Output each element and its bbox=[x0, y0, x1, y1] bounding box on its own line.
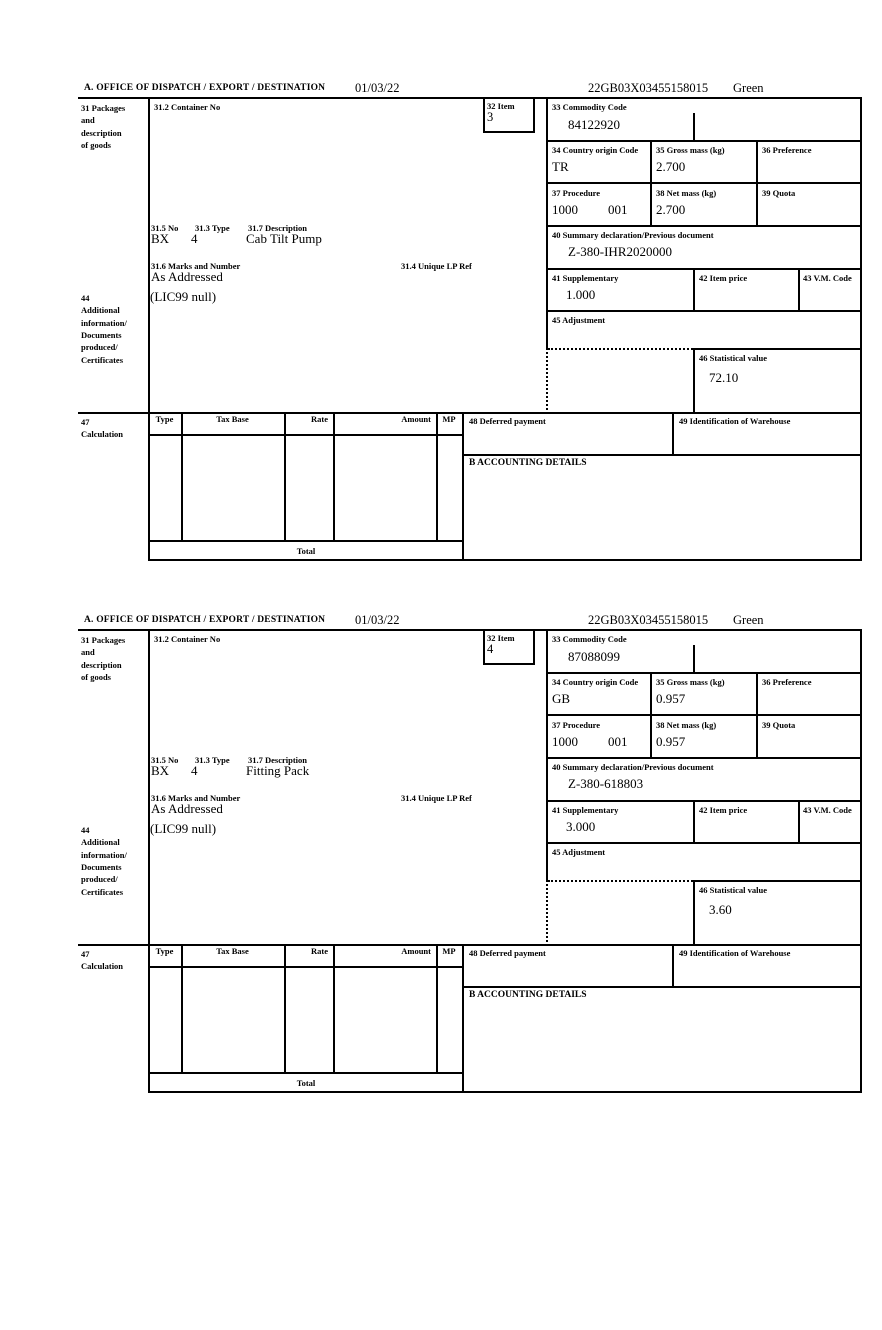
grid-line bbox=[533, 629, 535, 665]
grid-line bbox=[78, 97, 862, 99]
packages-no-label: 31.5 No bbox=[151, 223, 179, 233]
calc-col-tax-base: Tax Base bbox=[216, 946, 249, 956]
grid-line bbox=[333, 412, 335, 542]
grid-line bbox=[798, 268, 800, 312]
route-indicator: Green bbox=[733, 613, 764, 627]
grid-line bbox=[860, 629, 862, 1093]
previous-document-label: 40 Summary declaration/Previous document bbox=[552, 230, 714, 240]
grid-line bbox=[181, 944, 183, 1074]
calc-col-rate: Rate bbox=[311, 414, 328, 424]
description-value: Cab Tilt Pump bbox=[246, 231, 322, 246]
commodity-code-label: 33 Commodity Code bbox=[552, 634, 627, 644]
declaration-date: 01/03/22 bbox=[355, 613, 400, 627]
total-label: Total bbox=[296, 1078, 316, 1088]
declaration-reference: 22GB03X03455158015 bbox=[588, 613, 709, 627]
grid-line bbox=[693, 348, 862, 350]
grid-line bbox=[78, 629, 862, 631]
form-grid bbox=[78, 97, 862, 561]
deferred-payment-label: 48 Deferred payment bbox=[469, 416, 546, 426]
description-label: 31.7 Description bbox=[248, 223, 308, 233]
grid-line bbox=[546, 757, 862, 759]
grid-line bbox=[693, 800, 695, 844]
warehouse-id-label: 49 Identification of Warehouse bbox=[679, 948, 791, 958]
previous-document-value: Z-380-618803 bbox=[568, 776, 644, 791]
grid-line bbox=[546, 182, 862, 184]
grid-line bbox=[436, 944, 438, 1074]
calc-col-amount: Amount bbox=[401, 414, 431, 424]
page bbox=[0, 80, 882, 1330]
block-header bbox=[78, 612, 862, 629]
grid-line bbox=[148, 97, 150, 561]
declaration-reference: 22GB03X03455158015 bbox=[588, 81, 709, 95]
marks-label: 31.6 Marks and Number bbox=[151, 793, 241, 803]
grid-line bbox=[483, 131, 535, 133]
grid-line bbox=[483, 663, 535, 665]
net-mass-value: 0.957 bbox=[656, 734, 686, 749]
packages-type-label: 31.3 Type bbox=[195, 223, 230, 233]
procedure-label: 37 Procedure bbox=[552, 188, 601, 198]
declaration-item-block bbox=[78, 612, 862, 1093]
calc-col-type: Type bbox=[155, 414, 174, 424]
grid-line bbox=[693, 348, 695, 412]
procedure-value: 1000 bbox=[552, 202, 578, 217]
route-indicator: Green bbox=[733, 81, 764, 95]
grid-line bbox=[693, 880, 695, 944]
grid-line bbox=[181, 412, 183, 542]
grid-line bbox=[798, 800, 800, 844]
form-grid bbox=[78, 629, 862, 1093]
quota-label: 39 Quota bbox=[762, 188, 796, 198]
supplementary-label: 41 Supplementary bbox=[552, 805, 619, 815]
grid-line bbox=[693, 880, 862, 882]
office-of-dispatch-label: A. OFFICE OF DISPATCH / EXPORT / DESTINATION bbox=[84, 83, 326, 93]
grid-line-dotted bbox=[548, 348, 693, 350]
gross-mass-label: 35 Gross mass (kg) bbox=[656, 677, 725, 687]
grid-line bbox=[284, 944, 286, 1074]
net-mass-value: 2.700 bbox=[656, 202, 686, 217]
container-no-label: 31.2 Container No bbox=[154, 102, 221, 112]
calc-col-amount: Amount bbox=[401, 946, 431, 956]
box44-label: 44 Additional information/ Documents produced/ Certificates bbox=[81, 293, 127, 365]
calc-col-mp: MP bbox=[442, 946, 456, 956]
packages-no-label: 31.5 No bbox=[151, 755, 179, 765]
statistical-value: 3.60 bbox=[709, 902, 732, 917]
accounting-details-label: B ACCOUNTING DETAILS bbox=[469, 990, 587, 1000]
grid-line bbox=[693, 113, 695, 140]
grid-line bbox=[462, 986, 862, 988]
container-no-label: 31.2 Container No bbox=[154, 634, 221, 644]
gross-mass-value: 0.957 bbox=[656, 691, 686, 706]
accounting-details-label: B ACCOUNTING DETAILS bbox=[469, 458, 587, 468]
grid-line bbox=[546, 800, 862, 802]
item-number-label: 32 Item bbox=[487, 101, 515, 111]
statistical-value: 72.10 bbox=[709, 370, 739, 385]
grid-line bbox=[546, 672, 862, 674]
grid-line bbox=[533, 97, 535, 133]
grid-line bbox=[483, 97, 485, 133]
packages-type-value: 4 bbox=[191, 763, 198, 778]
grid-line bbox=[148, 629, 150, 1093]
packages-no-value: BX bbox=[151, 763, 170, 778]
packages-type-label: 31.3 Type bbox=[195, 755, 230, 765]
grid-line bbox=[693, 268, 695, 312]
grid-line bbox=[546, 310, 862, 312]
grid-line bbox=[148, 1091, 862, 1093]
unique-lp-ref-label: 31.4 Unique LP Ref bbox=[401, 793, 472, 803]
grid-line bbox=[462, 454, 862, 456]
box44-label: 44 Additional information/ Documents produced/ Certificates bbox=[81, 825, 127, 897]
item-number-label: 32 Item bbox=[487, 633, 515, 643]
declaration-item-block bbox=[78, 80, 862, 561]
previous-document-label: 40 Summary declaration/Previous document bbox=[552, 762, 714, 772]
grid-line bbox=[333, 944, 335, 1074]
procedure-qualifier-value: 001 bbox=[608, 734, 628, 749]
country-origin-label: 34 Country origin Code bbox=[552, 145, 639, 155]
packages-type-value: 4 bbox=[191, 231, 198, 246]
vm-code-label: 43 V.M. Code bbox=[803, 273, 852, 283]
item-price-label: 42 Item price bbox=[699, 273, 748, 283]
grid-line-dotted bbox=[546, 348, 548, 410]
marks-value: As Addressed bbox=[151, 269, 223, 284]
gross-mass-label: 35 Gross mass (kg) bbox=[656, 145, 725, 155]
grid-line-dotted bbox=[548, 880, 693, 882]
grid-line bbox=[148, 966, 464, 968]
grid-line bbox=[436, 412, 438, 542]
vm-code-label: 43 V.M. Code bbox=[803, 805, 852, 815]
marks-value: As Addressed bbox=[151, 801, 223, 816]
procedure-qualifier-value: 001 bbox=[608, 202, 628, 217]
declaration-date: 01/03/22 bbox=[355, 81, 400, 95]
net-mass-label: 38 Net mass (kg) bbox=[656, 720, 717, 730]
grid-line bbox=[462, 412, 464, 561]
grid-line bbox=[546, 268, 862, 270]
item-number-value: 3 bbox=[487, 110, 494, 124]
grid-line bbox=[148, 540, 464, 542]
country-origin-value: GB bbox=[552, 691, 571, 706]
preference-label: 36 Preference bbox=[762, 145, 812, 155]
calc-col-rate: Rate bbox=[311, 946, 328, 956]
item-price-label: 42 Item price bbox=[699, 805, 748, 815]
statistical-value-label: 46 Statistical value bbox=[699, 885, 767, 895]
grid-line bbox=[860, 97, 862, 561]
grid-line bbox=[148, 434, 464, 436]
grid-line bbox=[148, 1072, 464, 1074]
grid-line bbox=[483, 629, 485, 665]
grid-line-dotted bbox=[546, 880, 548, 942]
additional-information-value: (LIC99 null) bbox=[150, 821, 217, 836]
marks-label: 31.6 Marks and Number bbox=[151, 261, 241, 271]
commodity-code-value: 87088099 bbox=[568, 649, 620, 664]
calc-col-type: Type bbox=[155, 946, 174, 956]
grid-line bbox=[672, 412, 674, 456]
description-label: 31.7 Description bbox=[248, 755, 308, 765]
additional-information-value: (LIC99 null) bbox=[150, 289, 217, 304]
statistical-value-label: 46 Statistical value bbox=[699, 353, 767, 363]
adjustment-label: 45 Adjustment bbox=[552, 847, 606, 857]
item-number-value: 4 bbox=[487, 642, 494, 656]
supplementary-value: 1.000 bbox=[566, 287, 596, 302]
adjustment-label: 45 Adjustment bbox=[552, 315, 606, 325]
commodity-code-label: 33 Commodity Code bbox=[552, 102, 627, 112]
commodity-code-value: 84122920 bbox=[568, 117, 620, 132]
grid-line bbox=[672, 944, 674, 988]
calc-col-tax-base: Tax Base bbox=[216, 414, 249, 424]
grid-line bbox=[284, 412, 286, 542]
grid-line bbox=[546, 140, 862, 142]
box31-label: 31 Packages and description of goods bbox=[81, 103, 126, 150]
calc-col-mp: MP bbox=[442, 414, 456, 424]
procedure-label: 37 Procedure bbox=[552, 720, 601, 730]
box47-label: 47 Calculation bbox=[81, 949, 124, 972]
supplementary-label: 41 Supplementary bbox=[552, 273, 619, 283]
country-origin-label: 34 Country origin Code bbox=[552, 677, 639, 687]
grid-line bbox=[693, 645, 695, 672]
grid-line bbox=[546, 842, 862, 844]
country-origin-value: TR bbox=[552, 159, 569, 174]
box31-label: 31 Packages and description of goods bbox=[81, 635, 126, 682]
description-value: Fitting Pack bbox=[246, 763, 310, 778]
grid-line bbox=[546, 225, 862, 227]
deferred-payment-label: 48 Deferred payment bbox=[469, 948, 546, 958]
warehouse-id-label: 49 Identification of Warehouse bbox=[679, 416, 791, 426]
packages-no-value: BX bbox=[151, 231, 170, 246]
net-mass-label: 38 Net mass (kg) bbox=[656, 188, 717, 198]
block-header bbox=[78, 80, 862, 97]
total-label: Total bbox=[296, 546, 316, 556]
grid-line bbox=[462, 944, 464, 1093]
quota-label: 39 Quota bbox=[762, 720, 796, 730]
unique-lp-ref-label: 31.4 Unique LP Ref bbox=[401, 261, 472, 271]
box47-label: 47 Calculation bbox=[81, 417, 124, 440]
gross-mass-value: 2.700 bbox=[656, 159, 686, 174]
preference-label: 36 Preference bbox=[762, 677, 812, 687]
procedure-value: 1000 bbox=[552, 734, 578, 749]
grid-line bbox=[546, 714, 862, 716]
previous-document-value: Z-380-IHR2020000 bbox=[568, 244, 672, 259]
grid-line bbox=[148, 559, 862, 561]
office-of-dispatch-label: A. OFFICE OF DISPATCH / EXPORT / DESTINATION bbox=[84, 615, 326, 625]
supplementary-value: 3.000 bbox=[566, 819, 596, 834]
